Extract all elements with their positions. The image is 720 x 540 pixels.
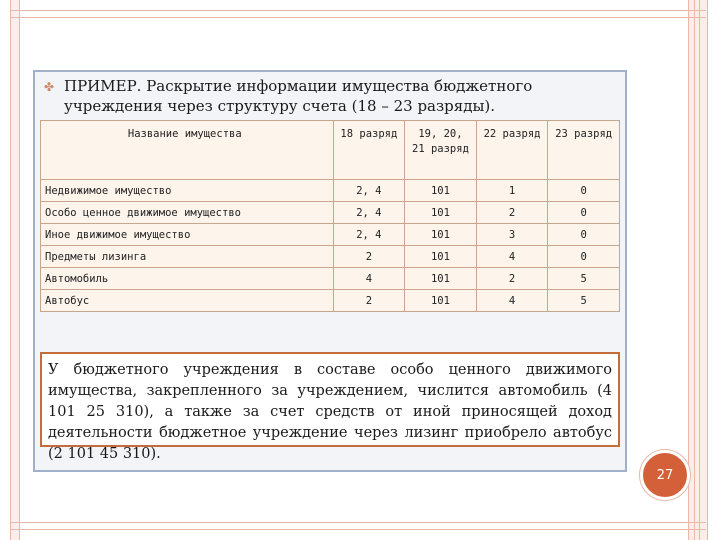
- cell-digit-19-21: 101: [405, 180, 477, 202]
- cell-digit-18: 2, 4: [333, 180, 405, 202]
- table-row: [41, 290, 620, 312]
- cell-property-name: Недвижимое имущество: [41, 180, 334, 202]
- cell-digit-18: 4: [333, 268, 405, 290]
- cell-digit-22: 4: [476, 290, 548, 312]
- property-table: [40, 120, 620, 312]
- cell-digit-23: 5: [548, 290, 620, 312]
- top-frame-line: [10, 10, 706, 18]
- table-row: [41, 224, 620, 246]
- cell-digit-19-21: 101: [405, 246, 477, 268]
- cell-digit-18: 2, 4: [333, 224, 405, 246]
- header-digit-18: 18 разряд: [333, 121, 405, 180]
- cell-digit-22: 3: [476, 224, 548, 246]
- slide-title: ПРИМЕР. Раскрытие информации имущества бюджетного учреждения через структуру счета (18 – 23 разряды).: [64, 77, 533, 115]
- header-property-name: Название имущества: [41, 121, 334, 180]
- bottom-frame-line: [10, 522, 706, 530]
- cell-digit-23: 0: [548, 180, 620, 202]
- bullet-icon: ✤: [44, 80, 55, 94]
- table-row: [41, 202, 620, 224]
- table-row: [41, 268, 620, 290]
- cell-digit-18: 2, 4: [333, 202, 405, 224]
- example-note-box: У бюджетного учреждения в составе особо ценного движимого имущества, закрепленного за учреждением, числится автомобиль (4 101 25 310), а также за счет средств от иной приносящей доход деятельности бюджетное учреждение через лизинг приобрело автобус (2 101 45 310).: [40, 352, 620, 447]
- header-digit-19-21: 19, 20, 21 разряд: [405, 121, 477, 180]
- cell-digit-23: 5: [548, 268, 620, 290]
- cell-digit-22: 1: [476, 180, 548, 202]
- cell-digit-23: 0: [548, 246, 620, 268]
- cell-digit-18: 2: [333, 246, 405, 268]
- cell-digit-23: 0: [548, 202, 620, 224]
- page-number-badge: 27: [640, 450, 690, 500]
- table-header-row: [41, 121, 620, 180]
- cell-digit-19-21: 101: [405, 290, 477, 312]
- cell-digit-22: 4: [476, 246, 548, 268]
- header-digit-23: 23 разряд: [548, 121, 620, 180]
- cell-digit-23: 0: [548, 224, 620, 246]
- right-frame-inner-stripe: [694, 0, 700, 540]
- cell-digit-19-21: 101: [405, 202, 477, 224]
- header-digit-22: 22 разряд: [476, 121, 548, 180]
- cell-property-name: Автобус: [41, 290, 334, 312]
- cell-digit-19-21: 101: [405, 268, 477, 290]
- cell-digit-22: 2: [476, 268, 548, 290]
- cell-property-name: Предметы лизинга: [41, 246, 334, 268]
- table-row: [41, 180, 620, 202]
- table-row: [41, 246, 620, 268]
- cell-property-name: Иное движимое имущество: [41, 224, 334, 246]
- cell-digit-18: 2: [333, 290, 405, 312]
- cell-property-name: Особо ценное движимое имущество: [41, 202, 334, 224]
- cell-digit-22: 2: [476, 202, 548, 224]
- cell-property-name: Автомобиль: [41, 268, 334, 290]
- cell-digit-19-21: 101: [405, 224, 477, 246]
- left-frame-stripe: [10, 0, 20, 540]
